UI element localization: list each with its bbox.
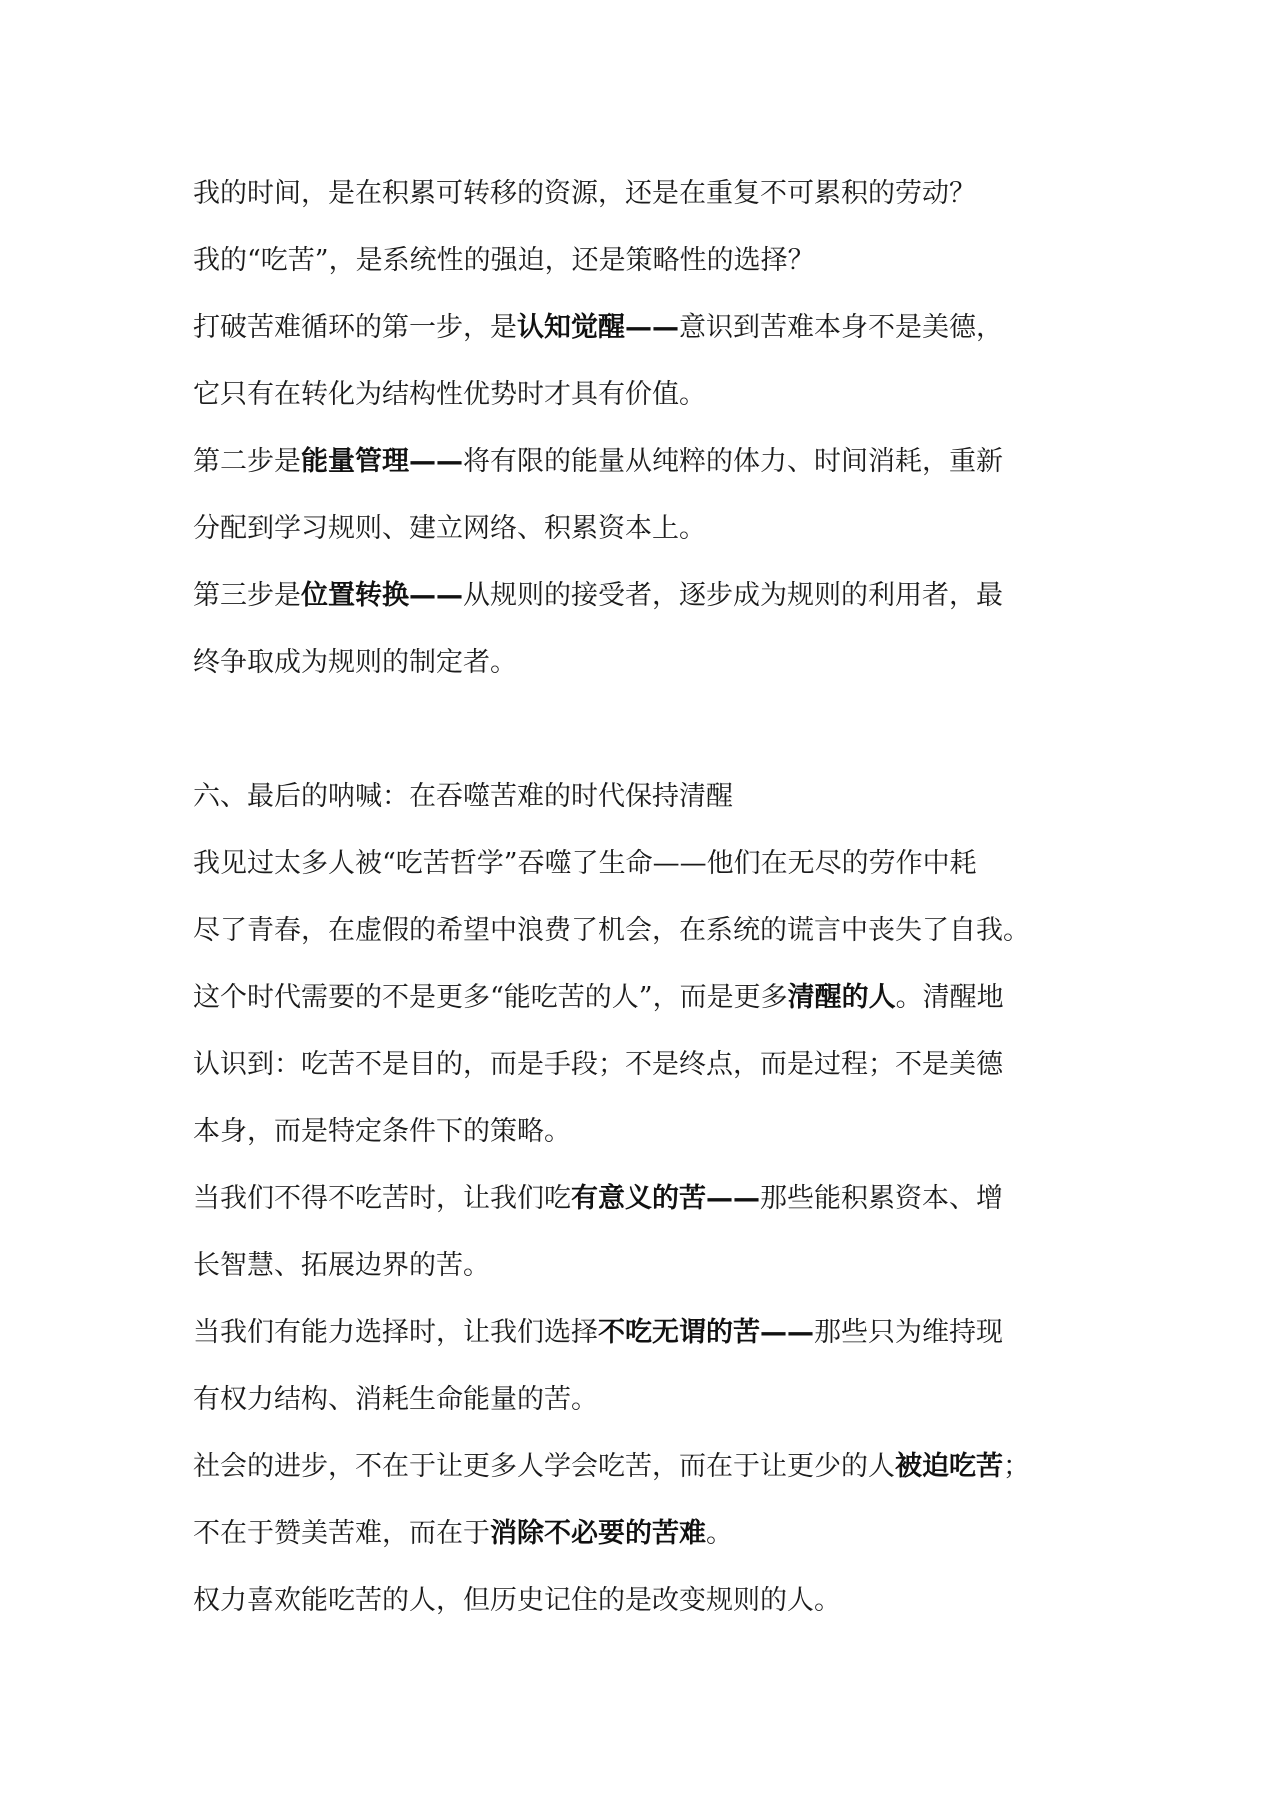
- text-line: [193, 160, 1093, 227]
- text-line: [193, 562, 1093, 629]
- paragraph-text: 终争取成为规则的制定者。: [193, 647, 517, 678]
- text-line: [193, 1165, 1093, 1232]
- text-line: [193, 1500, 1093, 1567]
- text-line: [193, 227, 1093, 294]
- bold-phrase: 消除不必要的苦难: [490, 1518, 706, 1549]
- bold-phrase: 有意义的苦——: [571, 1183, 760, 1214]
- paragraph-text: 社会的进步，不在于让更多人学会吃苦，而在于让更少的人: [193, 1451, 895, 1482]
- paragraph-text: 。清醒地: [895, 982, 1004, 1013]
- bold-phrase: 位置转换——: [301, 580, 463, 611]
- text-line: [193, 294, 1093, 361]
- paragraph-text: 认识到：吃苦不是目的，而是手段；不是终点，而是过程；不是美德: [193, 1049, 1003, 1080]
- paragraph-text: 当我们不得不吃苦时，让我们吃: [193, 1183, 571, 1214]
- paragraph-text: 本身，而是特定条件下的策略。: [193, 1116, 571, 1147]
- paragraph-text: 当我们有能力选择时，让我们选择: [193, 1317, 598, 1348]
- paragraph-text: 意识到苦难本身不是美德，: [679, 312, 1003, 343]
- bold-phrase: 清醒的人: [787, 982, 896, 1013]
- paragraph-text: 从规则的接受者，逐步成为规则的利用者，最: [463, 580, 1003, 611]
- paragraph-text: ；: [1003, 1451, 1030, 1482]
- text-line: [193, 1567, 1093, 1634]
- text-line: [193, 1299, 1093, 1366]
- text-line: [193, 1031, 1093, 1098]
- paragraph-text: 第二步是: [193, 446, 301, 477]
- paragraph-text: 打破苦难循环的第一步，是: [193, 312, 517, 343]
- paragraph-text: 。: [706, 1518, 733, 1549]
- paragraph-text: 第三步是: [193, 580, 301, 611]
- paragraph-text: 我见过太多人被“吃苦哲学”吞噬了生命——他们在无尽的劳作中耗: [193, 848, 977, 879]
- text-line: [193, 629, 1093, 696]
- paragraph-text: 长智慧、拓展边界的苦。: [193, 1250, 490, 1281]
- bold-phrase: 能量管理——: [301, 446, 463, 477]
- text-line: [193, 1433, 1093, 1500]
- text-line: [193, 1366, 1093, 1433]
- paragraph-text: 我的“吃苦”，是系统性的强迫，还是策略性的选择？: [193, 245, 815, 276]
- paragraph-text: 它只有在转化为结构性优势时才具有价值。: [193, 379, 706, 410]
- text-line: [193, 361, 1093, 428]
- text-line: [193, 428, 1093, 495]
- text-line: [193, 495, 1093, 562]
- paragraph-text: 这个时代需要的不是更多“能吃苦的人”，而是更多: [193, 982, 788, 1013]
- bold-phrase: 不吃无谓的苦——: [598, 1317, 814, 1348]
- document-body: [193, 160, 1093, 1634]
- paragraph-text: 那些只为维持现: [814, 1317, 1003, 1348]
- section-heading: 六、最后的呐喊：在吞噬苦难的时代保持清醒: [193, 781, 733, 812]
- paragraph-text: 权力喜欢能吃苦的人，但历史记住的是改变规则的人。: [193, 1585, 841, 1616]
- text-line: [193, 964, 1093, 1031]
- paragraph-text: 不在于赞美苦难，而在于: [193, 1518, 490, 1549]
- paragraph-text: 那些能积累资本、增: [760, 1183, 1003, 1214]
- paragraph-text: 我的时间，是在积累可转移的资源，还是在重复不可累积的劳动？: [193, 178, 976, 209]
- paragraph-text: 尽了青春，在虚假的希望中浪费了机会，在系统的谎言中丧失了自我。: [193, 915, 1030, 946]
- bold-phrase: 被迫吃苦: [895, 1451, 1003, 1482]
- text-line: [193, 897, 1093, 964]
- paragraph-text: 将有限的能量从纯粹的体力、时间消耗，重新: [463, 446, 1003, 477]
- paragraph-text: 分配到学习规则、建立网络、积累资本上。: [193, 513, 706, 544]
- paragraph-text: 有权力结构、消耗生命能量的苦。: [193, 1384, 598, 1415]
- bold-phrase: 认知觉醒——: [517, 312, 679, 343]
- text-line: [193, 830, 1093, 897]
- text-line: [193, 1098, 1093, 1165]
- text-line: [193, 1232, 1093, 1299]
